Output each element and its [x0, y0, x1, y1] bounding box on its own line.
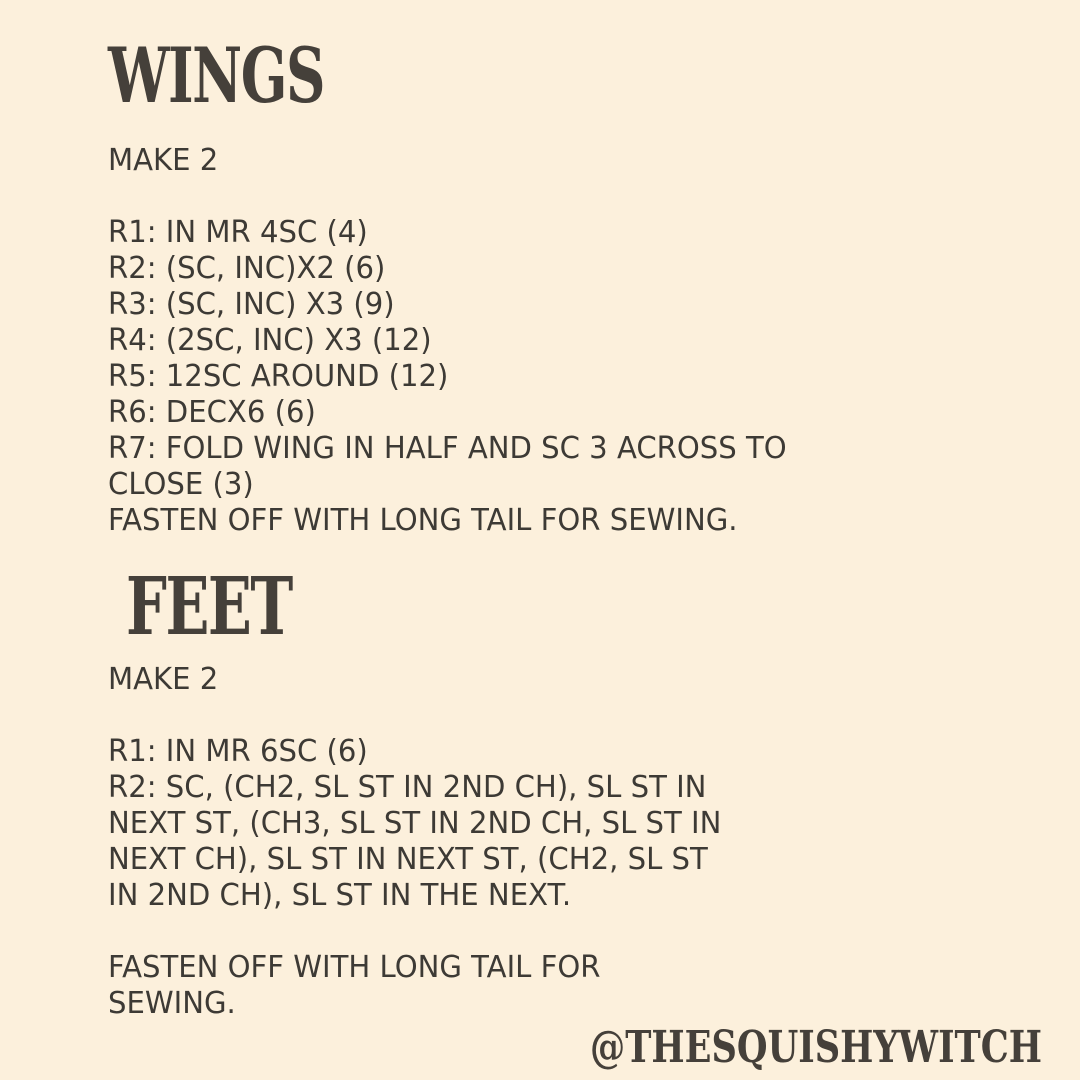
social-handle: @THESQUISHYWITCH	[590, 1022, 1042, 1073]
feet-heading: FEET	[126, 559, 292, 653]
feet-row: IN 2ND CH), SL ST IN THE NEXT.	[108, 878, 572, 913]
feet-instructions	[108, 734, 740, 914]
feet-fasten-off	[108, 950, 616, 1022]
feet-row: NEXT CH), SL ST IN NEXT ST, (CH2, SL ST	[108, 842, 708, 877]
feet-fasten-line: FASTEN OFF WITH LONG TAIL FOR	[108, 950, 601, 985]
wings-row: R6: DECX6 (6)	[108, 395, 316, 430]
feet-row: NEXT ST, (CH3, SL ST IN 2ND CH, SL ST IN	[108, 806, 722, 841]
wings-instructions	[108, 215, 808, 539]
wings-row: R5: 12SC AROUND (12)	[108, 359, 449, 394]
wings-row: R7: FOLD WING IN HALF AND SC 3 ACROSS TO	[108, 431, 787, 466]
feet-make-count	[108, 662, 222, 698]
wings-make-count	[108, 143, 222, 179]
wings-row: FASTEN OFF WITH LONG TAIL FOR SEWING.	[108, 503, 738, 538]
wings-row: R4: (2SC, INC) X3 (12)	[108, 323, 432, 358]
wings-row: R2: (SC, INC)X2 (6)	[108, 251, 386, 286]
wings-row: CLOSE (3)	[108, 467, 254, 502]
wings-heading: WINGS	[108, 31, 325, 120]
feet-row: R1: IN MR 6SC (6)	[108, 734, 368, 769]
feet-row: R2: SC, (CH2, SL ST IN 2ND CH), SL ST IN	[108, 770, 707, 805]
wings-row: R1: IN MR 4SC (4)	[108, 215, 368, 250]
feet-fasten-line: SEWING.	[108, 986, 236, 1021]
feet-make-text: MAKE 2	[108, 662, 219, 697]
wings-row: R3: (SC, INC) X3 (9)	[108, 287, 395, 322]
wings-make-text: MAKE 2	[108, 143, 219, 178]
